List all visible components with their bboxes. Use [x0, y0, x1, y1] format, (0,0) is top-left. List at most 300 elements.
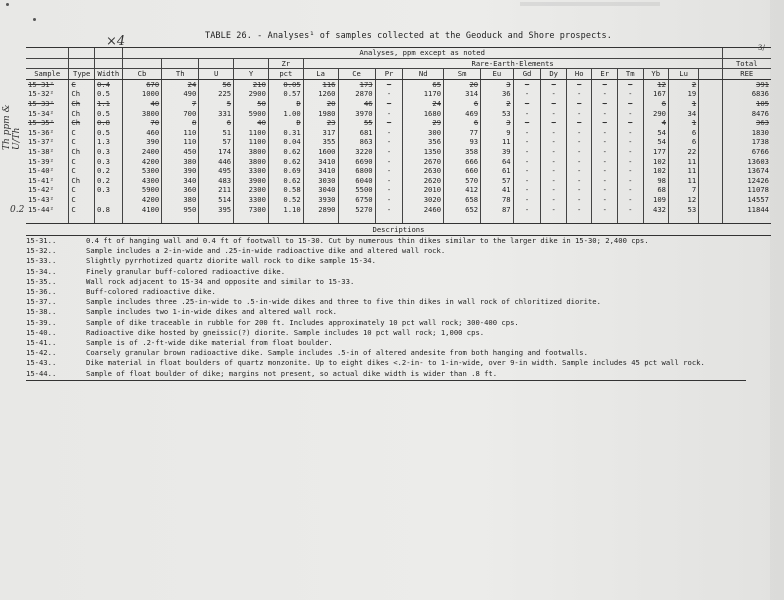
- cell-zr: D: [268, 99, 303, 109]
- cell-total: 363: [722, 118, 771, 128]
- cell-lu: 2: [669, 79, 699, 89]
- description-code: 15-36..: [26, 287, 57, 297]
- header-analyses: Analyses, ppm except as noted: [122, 48, 722, 59]
- cell-zr: 0.57: [268, 89, 303, 99]
- cell-cb: 4200: [122, 157, 161, 167]
- cell-total: 12426: [722, 176, 771, 186]
- scan-speck: [6, 3, 9, 6]
- header-blank: [26, 58, 69, 69]
- cell-tm: -: [617, 205, 643, 215]
- cell-gd: -: [513, 109, 541, 119]
- cell-ce: 2870: [338, 89, 375, 99]
- cell-pr: -: [375, 147, 403, 157]
- cell-sm: 358: [444, 147, 481, 157]
- table-row: [26, 109, 771, 119]
- header-blank: [199, 58, 234, 69]
- header-th: Th: [162, 69, 199, 80]
- cell-tm: -: [617, 118, 643, 128]
- cell-u: 57: [199, 137, 234, 147]
- description-text: Dike material in float boulders of quartz monzonite. Up to eight dikes <.2-in- to 1-in-wide, over 9-in width. Sample includes 45 pct wall rock.: [86, 358, 705, 368]
- cell-y: 5900: [234, 109, 269, 119]
- cell-y: 1100: [234, 128, 269, 138]
- cell-ce: 6800: [338, 166, 375, 176]
- description-item: [26, 256, 771, 266]
- cell-th: 8: [162, 118, 199, 128]
- cell-zr: 0.05: [268, 79, 303, 89]
- cell-lu: 7: [669, 185, 699, 195]
- cell-sm: 660: [444, 166, 481, 176]
- cell-yb: 432: [643, 205, 669, 215]
- description-code: 15-39..: [26, 317, 57, 327]
- cell-lu: 11: [669, 157, 699, 167]
- cell-u: 395: [199, 205, 234, 215]
- cell-total: 391: [722, 79, 771, 89]
- cell-tm: -: [617, 128, 643, 138]
- cell-sm: 652: [444, 205, 481, 215]
- cell-width: 0.4: [94, 79, 122, 89]
- cell-gd: -: [513, 176, 541, 186]
- description-text: Sample of dike traceable in rubble for 200 ft. Includes approximately 10 pct wall rock; 300-400 cps.: [86, 317, 519, 327]
- cell-eu: 87: [481, 205, 513, 215]
- header-total: Total: [722, 58, 771, 69]
- descriptions-list: [26, 236, 771, 379]
- cell-gd: -: [513, 118, 541, 128]
- cell-yb: 177: [643, 147, 669, 157]
- header-blank: [122, 58, 161, 69]
- cell-dy: -: [541, 118, 567, 128]
- cell-lu: 1: [669, 118, 699, 128]
- table-row: [26, 176, 771, 186]
- cell-blank: [699, 79, 722, 89]
- cell-zr: 0.62: [268, 147, 303, 157]
- cell-y: 2300: [234, 185, 269, 195]
- cell-blank: [592, 214, 618, 224]
- table-row: [26, 128, 771, 138]
- handwritten-mark-top: ×4: [106, 34, 126, 49]
- cell-th: 950: [162, 205, 199, 215]
- description-text: 0.4 ft of hanging wall and 0.4 ft of footwall to 15-30. Cut by numerous thin dikes similar to the larger dike in 15-30; 2,400 cps.: [86, 236, 649, 245]
- description-item: [26, 236, 771, 246]
- cell-ho: -: [566, 205, 592, 215]
- cell-pr: -: [375, 205, 403, 215]
- description-text: Buff-colored radioactive dike.: [86, 287, 216, 297]
- cell-gd: -: [513, 128, 541, 138]
- cell-sample: 15-42²: [28, 185, 54, 195]
- description-text: Slightly pyrrhotized quartz diorite wall rock to dike sample 15-34.: [86, 256, 376, 266]
- cell-ho: -: [566, 185, 592, 195]
- cell-sm: 77: [444, 128, 481, 138]
- cell-ce: 55: [338, 118, 375, 128]
- cell-ce: 173: [338, 79, 375, 89]
- header-eu: Eu: [481, 69, 513, 80]
- cell-zr: 0.31: [268, 128, 303, 138]
- cell-sm: 412: [444, 185, 481, 195]
- cell-sm: 6: [444, 99, 481, 109]
- cell-total: 13674: [722, 166, 771, 176]
- cell-total: 13603: [722, 157, 771, 167]
- cell-zr: 1.10: [268, 205, 303, 215]
- cell-cb: 5300: [122, 166, 161, 176]
- cell-gd: -: [513, 99, 541, 109]
- cell-eu: 3: [481, 79, 513, 89]
- cell-zr: 0.69: [268, 166, 303, 176]
- cell-u: 495: [199, 166, 234, 176]
- cell-eu: 53: [481, 109, 513, 119]
- cell-width: 1.3: [94, 137, 122, 147]
- cell-sm: 469: [444, 109, 481, 119]
- cell-er: -: [592, 99, 618, 109]
- cell-total: 105: [722, 99, 771, 109]
- cell-eu: 64: [481, 157, 513, 167]
- cell-la: 23: [303, 118, 338, 128]
- description-item: [26, 246, 771, 256]
- cell-pr: -: [375, 185, 403, 195]
- cell-sm: 658: [444, 195, 481, 205]
- cell-cb: 5900: [122, 185, 161, 195]
- cell-er: -: [592, 128, 618, 138]
- cell-tm: -: [617, 176, 643, 186]
- cell-blank: [162, 214, 199, 224]
- cell-nd: 1680: [403, 109, 444, 119]
- cell-type: Ch: [69, 118, 95, 128]
- cell-eu: 41: [481, 185, 513, 195]
- cell-nd: 3020: [403, 195, 444, 205]
- cell-blank: [699, 109, 722, 119]
- cell-total: 6766: [722, 147, 771, 157]
- cell-th: 24: [162, 79, 199, 89]
- cell-nd: 300: [403, 128, 444, 138]
- cell-blank: [234, 214, 269, 224]
- cell-er: -: [592, 166, 618, 176]
- cell-y: 210: [234, 79, 269, 89]
- cell-dy: -: [541, 79, 567, 89]
- header-blank: [26, 48, 69, 59]
- description-code: 15-35..: [26, 276, 57, 286]
- cell-type: Ch: [69, 89, 95, 99]
- cell-sample: 15-33²: [28, 98, 54, 108]
- cell-ho: -: [566, 176, 592, 186]
- cell-dy: -: [541, 157, 567, 167]
- cell-total: 1830: [722, 128, 771, 138]
- cell-type: C: [69, 166, 95, 176]
- table-row-blank: [26, 214, 771, 224]
- cell-nd: 24: [403, 99, 444, 109]
- cell-lu: 19: [669, 89, 699, 99]
- cell-tm: -: [617, 99, 643, 109]
- cell-la: 1980: [303, 109, 338, 119]
- cell-type: Ch: [69, 99, 95, 109]
- cell-width: 0.3: [94, 147, 122, 157]
- table-row: [26, 89, 771, 99]
- cell-eu: 9: [481, 128, 513, 138]
- cell-nd: 1170: [403, 89, 444, 99]
- cell-zr: 0.62: [268, 176, 303, 186]
- cell-ce: 46: [338, 99, 375, 109]
- cell-yb: 290: [643, 109, 669, 119]
- cell-blank: [617, 214, 643, 224]
- cell-sample: 15-44²: [28, 204, 54, 214]
- cell-nd: 2620: [403, 176, 444, 186]
- cell-sm: 93: [444, 137, 481, 147]
- cell-er: -: [592, 147, 618, 157]
- cell-er: -: [592, 79, 618, 89]
- header-ho: Ho: [566, 69, 592, 80]
- cell-type: C: [69, 195, 95, 205]
- header-pr: Pr: [375, 69, 403, 80]
- cell-yb: 167: [643, 89, 669, 99]
- table-title: TABLE 26. - Analyses¹ of samples collected at the Geoduck and Shore prospects.: [205, 31, 612, 41]
- header-er: Er: [592, 69, 618, 80]
- cell-lu: 11: [669, 166, 699, 176]
- table-row: [26, 185, 771, 195]
- cell-width: 0.5: [94, 128, 122, 138]
- cell-gd: -: [513, 157, 541, 167]
- cell-blank: [699, 147, 722, 157]
- cell-y: 40: [234, 118, 269, 128]
- cell-ho: -: [566, 195, 592, 205]
- cell-blank: [26, 214, 69, 224]
- cell-y: 2900: [234, 89, 269, 99]
- cell-ho: -: [566, 79, 592, 89]
- cell-sample: 15-38²: [28, 146, 54, 156]
- cell-er: -: [592, 205, 618, 215]
- cell-nd: 1350: [403, 147, 444, 157]
- cell-dy: -: [541, 185, 567, 195]
- cell-blank: [699, 128, 722, 138]
- cell-dy: -: [541, 147, 567, 157]
- cell-dy: -: [541, 176, 567, 186]
- description-code: 15-33..: [26, 256, 57, 266]
- table-row: [26, 205, 771, 215]
- cell-yb: 102: [643, 157, 669, 167]
- cell-y: 3900: [234, 176, 269, 186]
- cell-eu: 3: [481, 118, 513, 128]
- cell-gd: -: [513, 185, 541, 195]
- table-row: [26, 195, 771, 205]
- cell-nd: 2010: [403, 185, 444, 195]
- cell-sm: 666: [444, 157, 481, 167]
- cell-u: 514: [199, 195, 234, 205]
- header-type: Type: [69, 69, 95, 80]
- cell-dy: -: [541, 195, 567, 205]
- cell-lu: 22: [669, 147, 699, 157]
- cell-nd: 2670: [403, 157, 444, 167]
- cell-y: 50: [234, 99, 269, 109]
- cell-blank: [699, 166, 722, 176]
- cell-pr: -: [375, 79, 403, 89]
- cell-cb: 4200: [122, 195, 161, 205]
- cell-ce: 6690: [338, 157, 375, 167]
- cell-blank: [699, 89, 722, 99]
- cell-blank: [303, 214, 338, 224]
- header-blank: [69, 48, 95, 59]
- cell-tm: -: [617, 166, 643, 176]
- cell-pr: -: [375, 137, 403, 147]
- analyses-table: [26, 47, 771, 224]
- cell-yb: 4: [643, 118, 669, 128]
- cell-blank: [699, 157, 722, 167]
- cell-width: 0.8: [94, 205, 122, 215]
- cell-nd: 356: [403, 137, 444, 147]
- cell-la: 3410: [303, 157, 338, 167]
- cell-blank: [699, 214, 722, 224]
- cell-y: 1100: [234, 137, 269, 147]
- header-yb: Yb: [643, 69, 669, 80]
- cell-blank: [722, 214, 771, 224]
- cell-eu: 2: [481, 99, 513, 109]
- cell-nd: 2630: [403, 166, 444, 176]
- table-row: [26, 118, 771, 128]
- description-item: [26, 358, 771, 368]
- cell-blank: [69, 214, 95, 224]
- cell-ce: 5270: [338, 205, 375, 215]
- cell-eu: 57: [481, 176, 513, 186]
- cell-sample: 15-40²: [28, 166, 54, 176]
- cell-eu: 39: [481, 147, 513, 157]
- cell-cb: 4300: [122, 176, 161, 186]
- cell-lu: 34: [669, 109, 699, 119]
- description-code: 15-37..: [26, 297, 57, 307]
- cell-cb: 3800: [122, 109, 161, 119]
- cell-gd: -: [513, 166, 541, 176]
- cell-er: -: [592, 137, 618, 147]
- cell-ho: -: [566, 147, 592, 157]
- description-text: Sample includes two 1-in-wide dikes and altered wall rock.: [86, 307, 337, 317]
- description-item: [26, 297, 771, 307]
- cell-th: 450: [162, 147, 199, 157]
- cell-zr: 0.04: [268, 137, 303, 147]
- cell-u: 483: [199, 176, 234, 186]
- header-width: Width: [94, 69, 122, 80]
- cell-dy: -: [541, 137, 567, 147]
- cell-blank: [699, 195, 722, 205]
- cell-dy: -: [541, 109, 567, 119]
- description-item: [26, 287, 771, 297]
- cell-u: 6: [199, 118, 234, 128]
- header-total-ree: REE: [722, 69, 771, 80]
- cell-blank: [566, 214, 592, 224]
- cell-u: 174: [199, 147, 234, 157]
- handwritten-margin-note: Th ppm & U/Th: [2, 104, 22, 150]
- cell-sample: 15-31²: [28, 79, 54, 89]
- cell-y: 3800: [234, 157, 269, 167]
- header-blank: [162, 58, 199, 69]
- cell-gd: -: [513, 195, 541, 205]
- cell-y: 3300: [234, 166, 269, 176]
- description-code: 15-40..: [26, 327, 57, 337]
- cell-yb: 109: [643, 195, 669, 205]
- cell-cb: 4100: [122, 205, 161, 215]
- cell-ho: -: [566, 166, 592, 176]
- cell-la: 3930: [303, 195, 338, 205]
- cell-er: -: [592, 157, 618, 167]
- table-body: [26, 79, 771, 223]
- cell-dy: -: [541, 205, 567, 215]
- cell-blank: [699, 176, 722, 186]
- cell-eu: 61: [481, 166, 513, 176]
- description-item: [26, 267, 771, 277]
- cell-th: 340: [162, 176, 199, 186]
- cell-total: 11844: [722, 205, 771, 215]
- header-row-mid: [26, 58, 771, 69]
- header-corner: [722, 48, 771, 59]
- cell-blank: [699, 185, 722, 195]
- handwritten-margin-note-2: 0.2: [10, 205, 25, 215]
- cell-sample: 15-39²: [28, 156, 54, 166]
- cell-u: 211: [199, 185, 234, 195]
- description-item: [26, 307, 771, 317]
- cell-width: 0.3: [94, 185, 122, 195]
- cell-gd: -: [513, 205, 541, 215]
- cell-type: C: [69, 128, 95, 138]
- cell-y: 7300: [234, 205, 269, 215]
- cell-la: 3030: [303, 176, 338, 186]
- cell-zr: 1.00: [268, 109, 303, 119]
- cell-la: 2890: [303, 205, 338, 215]
- cell-pr: -: [375, 99, 403, 109]
- cell-dy: -: [541, 128, 567, 138]
- cell-blank: [338, 214, 375, 224]
- cell-th: 380: [162, 195, 199, 205]
- cell-th: 110: [162, 137, 199, 147]
- cell-type: C: [69, 185, 95, 195]
- cell-gd: -: [513, 89, 541, 99]
- cell-width: 0.5: [94, 89, 122, 99]
- cell-ce: 3220: [338, 147, 375, 157]
- header-nd: Nd: [403, 69, 444, 80]
- cell-ho: -: [566, 109, 592, 119]
- cell-sm: 20: [444, 79, 481, 89]
- cell-blank: [643, 214, 669, 224]
- description-code: 15-42..: [26, 348, 57, 358]
- cell-u: 56: [199, 79, 234, 89]
- cell-cb: 390: [122, 137, 161, 147]
- cell-tm: -: [617, 185, 643, 195]
- header-u: U: [199, 69, 234, 80]
- description-code: 15-32..: [26, 246, 57, 256]
- cell-er: -: [592, 118, 618, 128]
- cell-tm: -: [617, 109, 643, 119]
- descriptions-heading: Descriptions: [26, 225, 771, 236]
- cell-la: 20: [303, 99, 338, 109]
- header-sample: Sample: [26, 69, 69, 80]
- header-tm: Tm: [617, 69, 643, 80]
- cell-zr: 0.52: [268, 195, 303, 205]
- cell-er: -: [592, 89, 618, 99]
- description-code: 15-34..: [26, 266, 57, 276]
- cell-tm: -: [617, 137, 643, 147]
- cell-blank: [513, 214, 541, 224]
- cell-nd: 2460: [403, 205, 444, 215]
- cell-th: 380: [162, 157, 199, 167]
- header-y: Y: [234, 69, 269, 80]
- cell-type: C: [69, 205, 95, 215]
- cell-cb: 670: [122, 79, 161, 89]
- cell-zr: D: [268, 118, 303, 128]
- cell-u: 5: [199, 99, 234, 109]
- cell-width: 0.3: [94, 157, 122, 167]
- cell-yb: 12: [643, 79, 669, 89]
- cell-blank: [669, 214, 699, 224]
- cell-ce: 5500: [338, 185, 375, 195]
- description-item: [26, 338, 771, 348]
- cell-sample: 15-41²: [28, 175, 54, 185]
- cell-blank: [699, 118, 722, 128]
- cell-pr: -: [375, 128, 403, 138]
- header-blank: [69, 58, 95, 69]
- scan-noise: [770, 0, 784, 600]
- cell-width: 1.1: [94, 99, 122, 109]
